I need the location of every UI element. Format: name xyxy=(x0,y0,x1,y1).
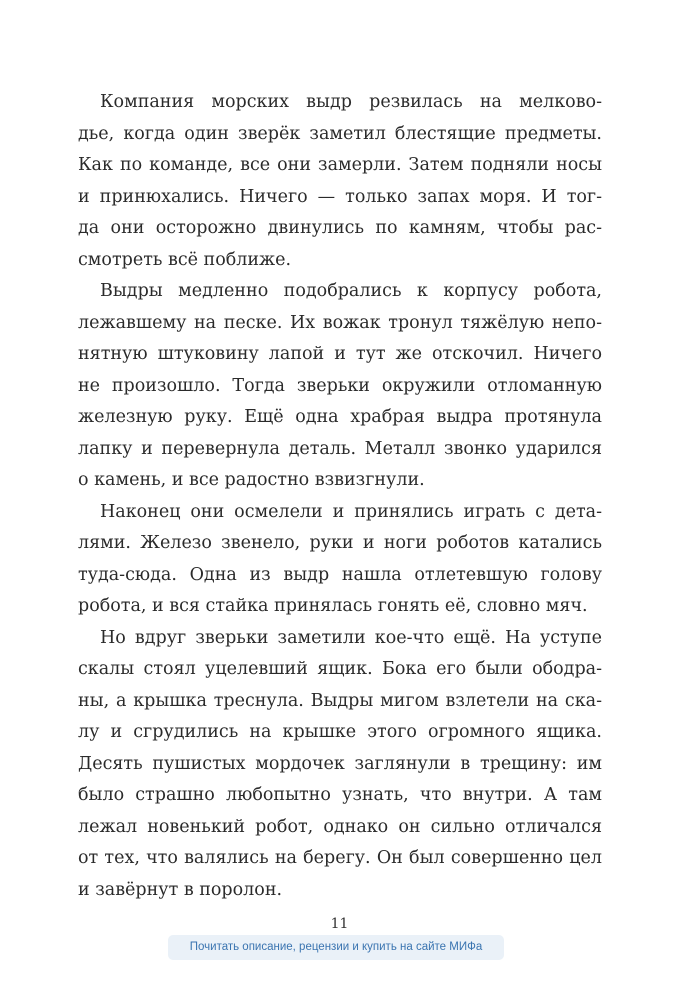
text-line: было страшно любопытно узнать, что внутри. А там xyxy=(78,785,602,805)
text-body xyxy=(78,87,602,906)
text-line: туда-сюда. Одна из выдр нашла отлетевшую голову xyxy=(78,564,602,585)
paragraph xyxy=(78,276,602,497)
publisher-promo-link[interactable]: Почитать описание, рецензии и купить на сайте МИФа xyxy=(168,935,504,960)
text-line: и принюхались. Ничего — только запах моря. И тог- xyxy=(78,186,602,207)
text-line: лапку и перевернула деталь. Металл звонко ударился xyxy=(78,438,602,459)
text-line: Десять пушистых мордочек заглянули в трещину: им xyxy=(78,753,602,774)
text-line: скалы стоял уцелевший ящик. Бока его были ободра- xyxy=(78,659,602,679)
text-line: дье, когда один зверёк заметил блестящие предметы. xyxy=(78,123,602,144)
paragraph xyxy=(78,497,602,623)
text-line: Но вдруг зверьки заметили кое-что ещё. На уступе xyxy=(100,627,602,648)
text-line: Как по команде, все они замерли. Затем подняли носы xyxy=(78,155,602,175)
page-number: 11 xyxy=(330,916,349,932)
text-line: ны, а крышка треснула. Выдры мигом взлетели на ска- xyxy=(78,690,602,711)
text-line: робота, и вся стайка принялась гонять её, словно мяч. xyxy=(78,596,588,616)
text-line: не произошло. Тогда зверьки окружили отломанную xyxy=(78,375,602,396)
text-line: о камень, и все радостно взвизгнули. xyxy=(78,470,425,490)
text-line: от тех, что валялись на берегу. Он был совершенно цел xyxy=(78,848,602,868)
text-line: Наконец они осмелели и принялись играть с дета- xyxy=(100,501,602,522)
text-line: лежал новенький робот, однако он сильно отличался xyxy=(78,816,602,837)
text-line: Выдры медленно подобрались к корпусу робота, xyxy=(100,281,602,301)
paragraph xyxy=(78,623,602,907)
text-line: Компания морских выдр резвилась на мелково- xyxy=(100,92,602,112)
text-line: да они осторожно двинулись по камням, чтобы рас- xyxy=(78,218,602,238)
paragraph xyxy=(78,87,602,276)
text-line: лу и сгрудились на крышке этого огромного ящика. xyxy=(78,722,602,742)
text-line: лями. Железо звенело, руки и ноги роботов катались xyxy=(78,533,602,553)
text-line: железную руку. Ещё одна храбрая выдра протянула xyxy=(78,407,602,427)
text-line: нятную штуковину лапой и тут же отскочил. Ничего xyxy=(78,344,602,364)
text-line: лежавшему на песке. Их вожак тронул тяжёлую непо- xyxy=(78,312,602,333)
text-line: смотреть всё поближе. xyxy=(78,249,292,270)
text-line: и завёрнут в поролон. xyxy=(78,879,283,900)
